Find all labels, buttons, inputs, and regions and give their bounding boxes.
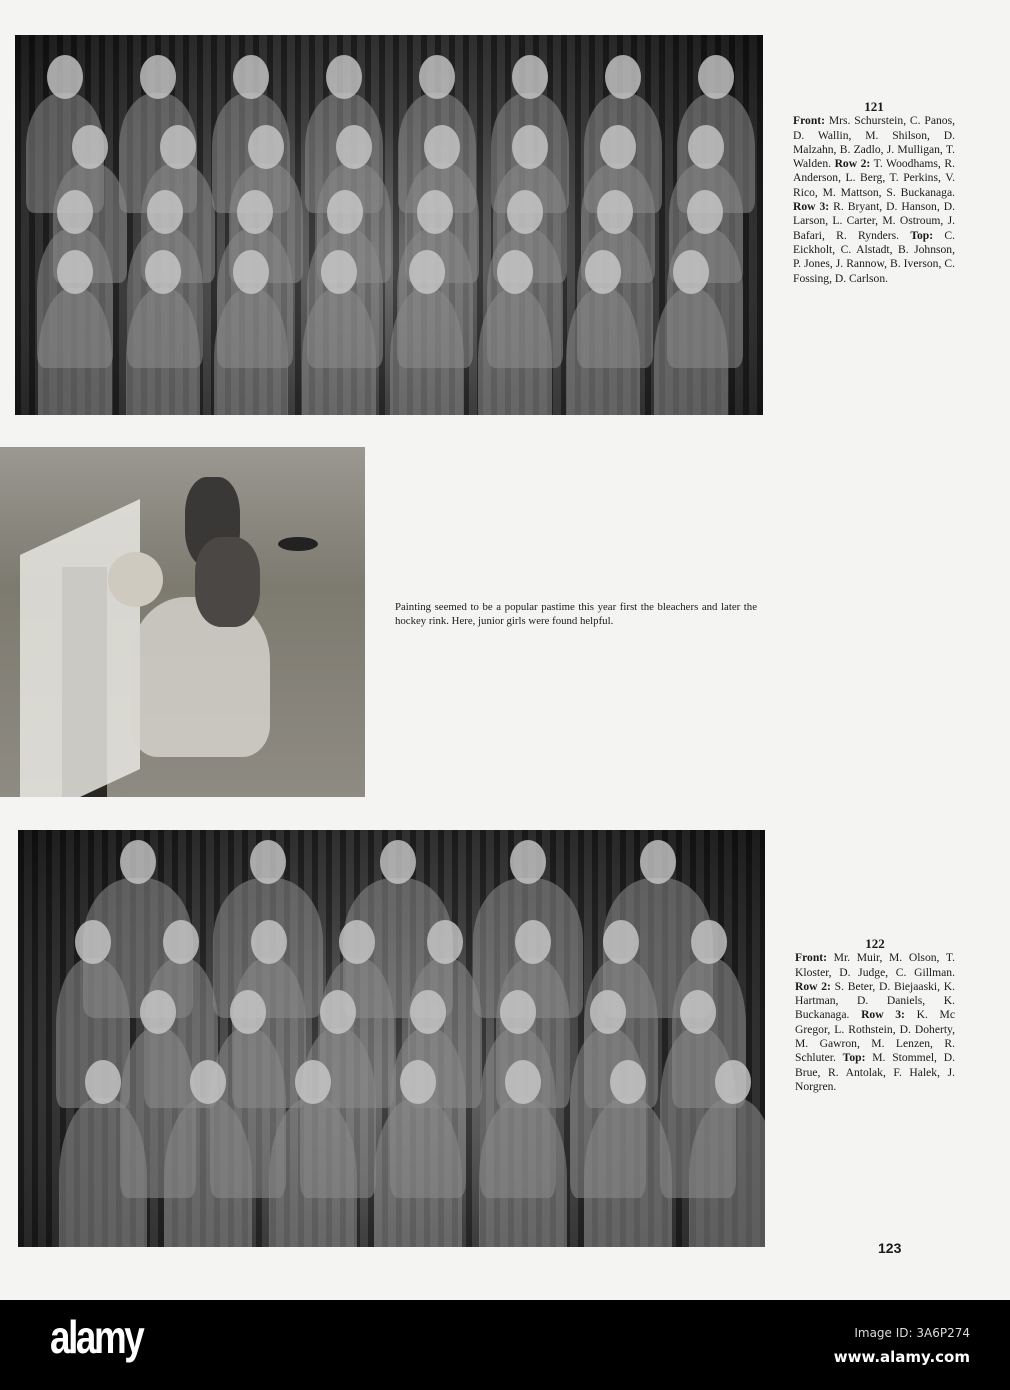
student-face [336,125,372,169]
painting-caption: Painting seemed to be a popular pastime this year first the bleachers and later the hockey rink. Here, junior girls were found helpful. [395,601,757,627]
student-face [419,55,455,99]
student-face [85,1060,121,1104]
student-silhouette [59,1098,147,1247]
student-face [585,250,621,294]
background-girl [195,537,260,627]
student-face [497,250,533,294]
student-face [505,1060,541,1104]
student-face [610,1060,646,1104]
student-face [248,125,284,169]
student-silhouette [164,1098,252,1247]
student-face [321,250,357,294]
image-id: Image ID: 3A6P274 [854,1326,970,1340]
caption-text [795,951,955,1093]
student-face [515,920,551,964]
student-face [673,250,709,294]
student-face [715,1060,751,1104]
student-face [57,250,93,294]
student-face [163,920,199,964]
student-face [680,990,716,1034]
student-face [72,125,108,169]
student-face [380,840,416,884]
student-face [251,920,287,964]
student-face [512,55,548,99]
student-face [417,190,453,234]
student-face [295,1060,331,1104]
row-label: Row 3: [793,200,830,214]
student-silhouette [654,288,728,415]
row-names: R. Bryant, D. Hanson, D. Larson, L. Carter, M. Ostroum, J. Bafari, R. Rynders. [793,200,955,242]
page-number: 123 [878,1240,902,1256]
student-silhouette [269,1098,357,1247]
kneeling-girl [130,597,270,757]
student-face [233,55,269,99]
student-face [409,250,445,294]
row-label: Row 2: [795,979,831,993]
alamy-logo: alamy [50,1311,143,1363]
student-face [237,190,273,234]
student-face [510,840,546,884]
student-silhouette [566,288,640,415]
student-face [640,840,676,884]
student-face [500,990,536,1034]
student-face [597,190,633,234]
row-names: K. Mc Gregor, L. Rothstein, D. Doherty, M. Gawron, M. Lenzen, R. Schluter. [795,1008,955,1065]
student-face [424,125,460,169]
student-face [47,55,83,99]
student-face [603,920,639,964]
student-face [327,190,363,234]
student-face [145,250,181,294]
row-names: T. Woodhams, R. Anderson, L. Berg, T. Perkins, V. Rico, M. Mattson, S. Buckanaga. [793,157,955,199]
student-face [250,840,286,884]
knit-hat [108,552,163,607]
caption-122 [795,937,955,1094]
row-label: Front: [795,951,827,965]
student-silhouette [478,288,552,415]
student-face [140,990,176,1034]
student-face [320,990,356,1034]
watermark-footer [0,1300,1010,1390]
row-label: Row 2: [834,157,871,171]
group-number: 122 [865,936,885,951]
student-face [339,920,375,964]
row-names: Mrs. Schurstein, C. Panos, D. Wallin, M. Shilson, D. Malzahn, B. Zadlo, J. Mulligan, T. Walden. [793,114,955,171]
student-silhouette [390,288,464,415]
student-silhouette [38,288,112,415]
student-face [512,125,548,169]
student-face [326,55,362,99]
row-names: S. Beter, D. Biejaaski, K. Hartman, D. Daniels, K. Buckanaga. [795,979,955,1022]
student-silhouette [214,288,288,415]
student-face [75,920,111,964]
student-face [688,125,724,169]
caption-text [793,114,955,284]
student-face [230,990,266,1034]
group-photo-121 [15,35,763,415]
student-face [698,55,734,99]
student-face [590,990,626,1034]
row-label: Row 3: [861,1008,905,1022]
row-names: M. Stommel, D. Brue, R. Antolak, F. Halek, J. Norgren. [795,1051,955,1093]
student-face [507,190,543,234]
student-silhouette [479,1098,567,1247]
student-silhouette [584,1098,672,1247]
student-face [120,840,156,884]
painting-fence-photo [0,447,365,797]
student-silhouette [374,1098,462,1247]
student-face [605,55,641,99]
student-face [190,1060,226,1104]
row-label: Front: [793,114,825,128]
student-silhouette [689,1098,765,1247]
student-face [600,125,636,169]
student-silhouette [302,288,376,415]
row-names: Mr. Muir, M. Olson, T. Kloster, D. Judge, C. Gillman. [795,951,955,979]
fence-board [20,499,140,797]
student-face [427,920,463,964]
student-face [160,125,196,169]
caption-121 [793,100,955,286]
student-face [147,190,183,234]
tire [278,537,318,551]
row-label: Top: [842,1051,866,1065]
row-names: C. Eickholt, C. Alstadt, B. Johnson, P. Jones, J. Rannow, B. Iverson, C. Fossing, D. Carlson. [793,228,955,285]
student-face [687,190,723,234]
site-url: www.alamy.com [833,1348,970,1366]
student-face [410,990,446,1034]
student-face [233,250,269,294]
student-face [57,190,93,234]
student-face [140,55,176,99]
row-label: Top: [910,228,934,242]
student-face [691,920,727,964]
group-photo-122 [18,830,765,1247]
group-number: 121 [864,99,884,114]
student-silhouette [126,288,200,415]
student-face [400,1060,436,1104]
